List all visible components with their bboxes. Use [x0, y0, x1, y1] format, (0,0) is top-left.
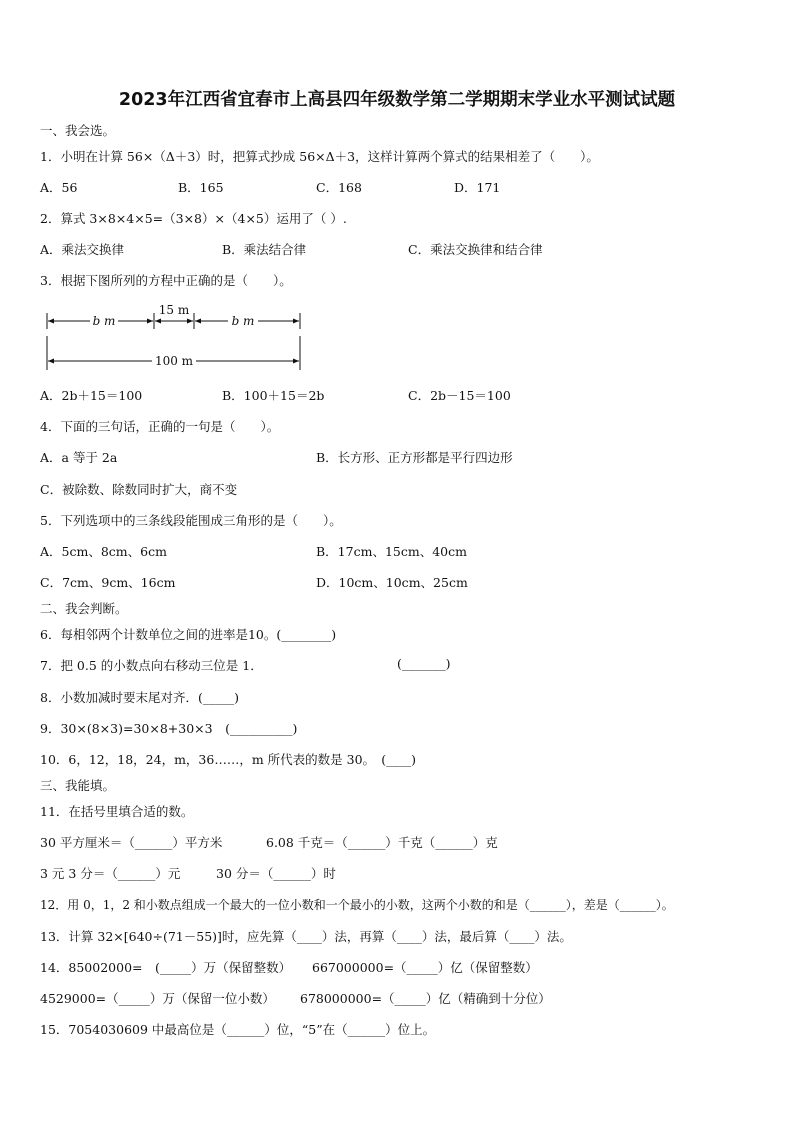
diagram-label-right: b m	[231, 314, 255, 328]
question-14-line2-b: 678000000=（_____）亿（精确到十分位）	[300, 991, 551, 1006]
question-3-option-c: C．2b－15＝100	[408, 388, 511, 403]
question-12-text: 12．用 0，1，2 和小数点组成一个最大的一位小数和一个最小的小数，这两个小数的和是（______），差是（______）。	[40, 898, 674, 912]
question-5-option-b: B．17cm、15cm、40cm	[316, 544, 467, 559]
question-2-text: 2．算式 3×8×4×5=（3×8）×（4×5）运用了（ ）.	[40, 211, 347, 226]
question-13-text: 13．计算 32×[640÷(71－55)]时，应先算（____）法，再算（____）法，最后算（____）法。	[40, 929, 572, 944]
question-9-text: 9．30×(8×3)=30×8+30×3 (__________)	[40, 721, 298, 736]
section-heading-choice: 一、我会选。	[40, 123, 116, 138]
question-5-option-c: C．7cm、9cm、16cm	[40, 575, 176, 590]
question-2-option-c: C．乘法交换律和结合律	[408, 242, 543, 257]
section-heading-judge: 二、我会判断。	[40, 601, 128, 616]
question-10-text: 10．6，12，18，24，m，36……，m 所代表的数是 30。 (____)	[40, 752, 417, 767]
question-1-option-a: A．56	[40, 180, 78, 195]
question-4-option-b: B．长方形、正方形都是平行四边形	[316, 450, 513, 465]
question-11-line2-b: 30 分＝（______）时	[216, 866, 336, 881]
segment-diagram	[44, 302, 306, 372]
question-6-text: 6．每相邻两个计数单位之间的进率是10。(________)	[40, 627, 337, 642]
page-title: 2023年江西省宜春市上高县四年级数学第二学期期末学业水平测试试题	[118, 90, 676, 110]
question-1-text: 1．小明在计算 56×（Δ＋3）时，把算式抄成 56×Δ＋3，这样计算两个算式的结果相差了（ ）。	[40, 149, 599, 164]
question-3-option-b: B．100＋15＝2b	[222, 388, 325, 403]
question-2-option-b: B．乘法结合律	[222, 242, 307, 257]
section-heading-fill: 三、我能填。	[40, 778, 116, 793]
question-5-option-d: D．10cm、10cm、25cm	[316, 575, 468, 590]
question-14-line1-a: 14．85002000= (_____）万（保留整数）	[40, 960, 292, 975]
question-3-text: 3．根据下图所列的方程中正确的是（ ）。	[40, 273, 292, 288]
question-5-option-a: A．5cm、8cm、6cm	[40, 544, 167, 559]
question-4-option-a: A．a 等于 2a	[40, 450, 118, 465]
diagram-label-left: b m	[92, 314, 116, 328]
diagram-label-middle: 15 m	[158, 303, 190, 317]
question-1-option-b: B．165	[178, 180, 224, 195]
question-1-option-d: D．171	[454, 180, 501, 195]
question-7-text: 7．把 0.5 的小数点向右移动三位是 1．	[40, 658, 263, 673]
diagram-label-total: 100 m	[154, 354, 194, 368]
question-8-text: 8．小数加减时要末尾对齐．(_____)	[40, 690, 239, 705]
question-3-option-a: A．2b＋15＝100	[40, 388, 143, 403]
question-11-line2-a: 3 元 3 分＝（______）元	[40, 866, 181, 881]
question-4-option-c: C．被除数、除数同时扩大，商不变	[40, 482, 238, 497]
question-1-option-c: C．168	[316, 180, 362, 195]
question-11-line1-a: 30 平方厘米＝（______）平方米	[40, 835, 223, 850]
question-14-line2-a: 4529000=（_____）万（保留一位小数）	[40, 991, 275, 1006]
question-7-answer-blank: (_______)	[397, 656, 451, 671]
question-11-text: 11．在括号里填合适的数。	[40, 804, 194, 819]
question-11-line1-b: 6.08 千克＝（______）千克（______）克	[266, 835, 498, 850]
question-4-text: 4．下面的三句话，正确的一句是（ ）。	[40, 419, 280, 434]
question-2-option-a: A．乘法交换律	[40, 242, 125, 257]
question-5-text: 5．下列选项中的三条线段能围成三角形的是（ ）。	[40, 513, 342, 528]
question-14-line1-b: 667000000=（_____）亿（保留整数）	[312, 960, 538, 975]
question-15-text: 15．7054030609 中最高位是（______）位，“5”在（______）位上。	[40, 1022, 436, 1037]
